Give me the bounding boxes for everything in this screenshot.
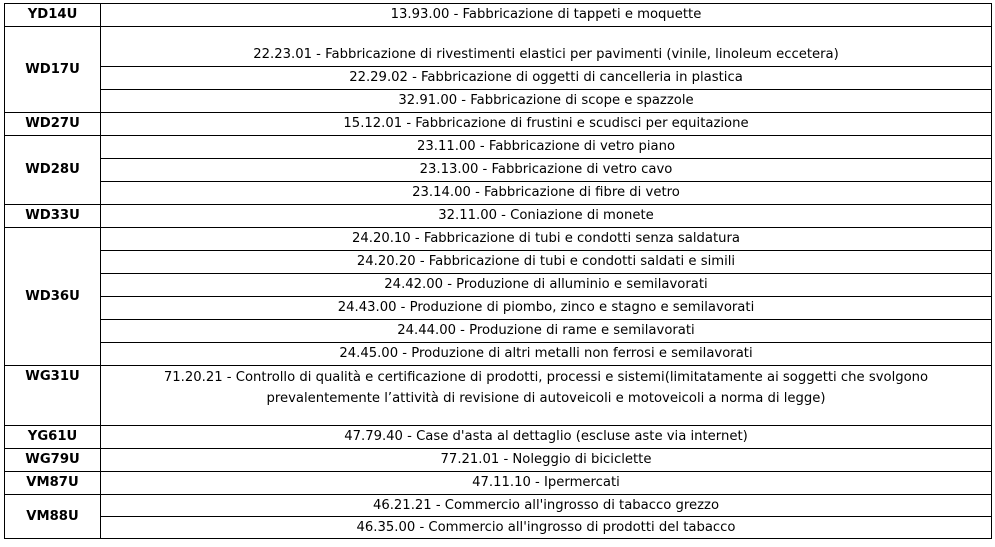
group-code: WG31U	[5, 366, 101, 426]
table-row	[5, 113, 992, 136]
activity-description: 15.12.01 - Fabbricazione di frustini e scudisci per equitazione	[101, 113, 992, 136]
activity-description: 47.79.40 - Case d'asta al dettaglio (escluse aste via internet)	[101, 426, 992, 449]
activity-description: 47.11.10 - Ipermercati	[101, 472, 992, 495]
table-row	[5, 517, 992, 539]
table-row	[5, 228, 992, 251]
table-row	[5, 366, 992, 426]
activity-description: 23.13.00 - Fabbricazione di vetro cavo	[101, 159, 992, 182]
table-row	[5, 90, 992, 113]
activity-description: 13.93.00 - Fabbricazione di tappeti e moquette	[101, 4, 992, 27]
table-row	[5, 205, 992, 228]
activity-description: 24.44.00 - Produzione di rame e semilavorati	[101, 320, 992, 343]
table-row	[5, 136, 992, 159]
activity-description: 24.20.20 - Fabbricazione di tubi e condotti saldati e simili	[101, 251, 992, 274]
table-row	[5, 472, 992, 495]
group-code: WD17U	[5, 27, 101, 113]
activity-description: 23.14.00 - Fabbricazione di fibre di vetro	[101, 182, 992, 205]
table-row	[5, 343, 992, 366]
group-code: WG79U	[5, 449, 101, 472]
group-code: WD33U	[5, 205, 101, 228]
activity-description: 46.21.21 - Commercio all'ingrosso di tabacco grezzo	[101, 495, 992, 517]
table-row	[5, 159, 992, 182]
table-row	[5, 4, 992, 27]
group-code: WD28U	[5, 136, 101, 205]
table-row	[5, 251, 992, 274]
activity-description: 24.20.10 - Fabbricazione di tubi e condotti senza saldatura	[101, 228, 992, 251]
activity-description: 22.29.02 - Fabbricazione di oggetti di cancelleria in plastica	[101, 67, 992, 90]
group-code: WD36U	[5, 228, 101, 366]
activity-codes-table	[4, 3, 992, 539]
group-code: WD27U	[5, 113, 101, 136]
activity-description: 71.20.21 - Controllo di qualità e certificazione di prodotti, processi e sistemi(limitatamente ai soggetti che svolgono prevalentemente l’attività di revisione di autoveicoli e motoveicoli a norma di legge)	[101, 366, 992, 426]
table-row	[5, 426, 992, 449]
activity-description: 23.11.00 - Fabbricazione di vetro piano	[101, 136, 992, 159]
activity-description: 77.21.01 - Noleggio di biciclette	[101, 449, 992, 472]
activity-description: 46.35.00 - Commercio all'ingrosso di prodotti del tabacco	[101, 517, 992, 539]
activity-description: 32.91.00 - Fabbricazione di scope e spazzole	[101, 90, 992, 113]
group-code: YD14U	[5, 4, 101, 27]
table-row	[5, 449, 992, 472]
activity-description: 32.11.00 - Coniazione di monete	[101, 205, 992, 228]
activity-description: 22.23.01 - Fabbricazione di rivestimenti elastici per pavimenti (vinile, linoleum eccetera)	[101, 27, 992, 67]
activity-description: 24.45.00 - Produzione di altri metalli non ferrosi e semilavorati	[101, 343, 992, 366]
table-row	[5, 297, 992, 320]
group-code: VM87U	[5, 472, 101, 495]
table-row	[5, 27, 992, 67]
activity-description: 24.42.00 - Produzione di alluminio e semilavorati	[101, 274, 992, 297]
activity-description: 24.43.00 - Produzione di piombo, zinco e stagno e semilavorati	[101, 297, 992, 320]
table-row	[5, 67, 992, 90]
table-row	[5, 274, 992, 297]
table-row	[5, 320, 992, 343]
group-code: VM88U	[5, 495, 101, 539]
group-code: YG61U	[5, 426, 101, 449]
table-row	[5, 495, 992, 517]
table-row	[5, 182, 992, 205]
